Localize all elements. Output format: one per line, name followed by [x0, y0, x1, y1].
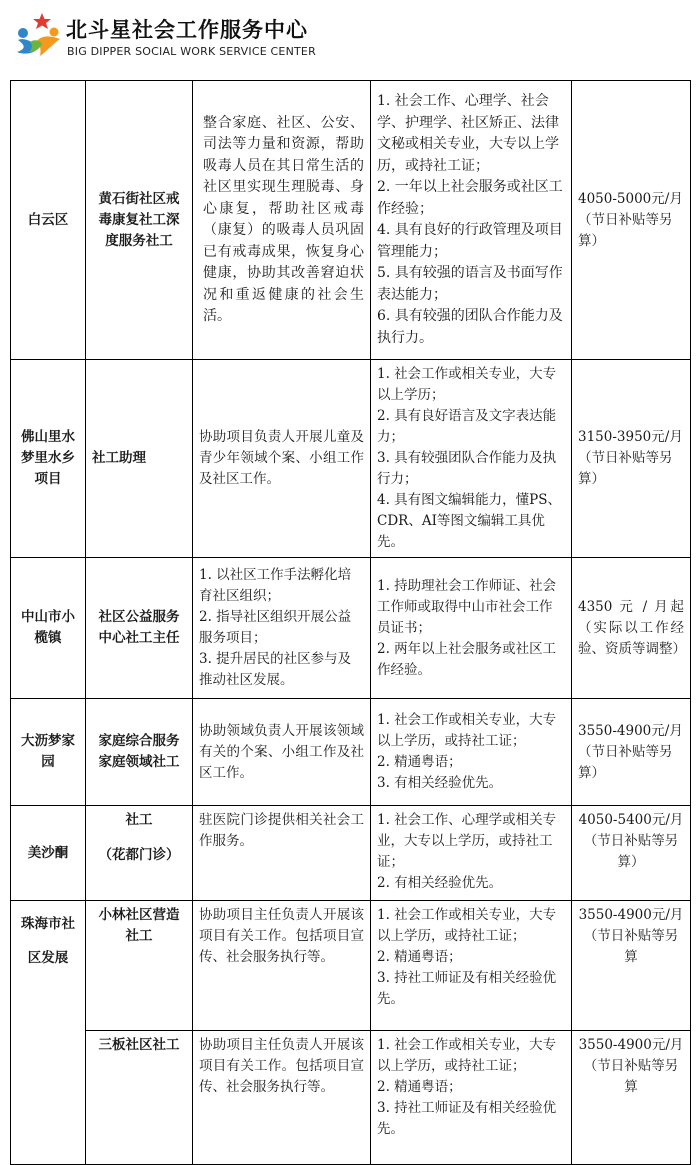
- requirements-cell: [371, 360, 572, 558]
- post-cell: 家庭综合服务家庭领域社工: [86, 699, 193, 806]
- post-cell: 黄石街社区戒毒康复社工深度服务社工: [86, 81, 193, 360]
- requirements-cell: [371, 699, 572, 806]
- salary-cell: 3550-4900元/月（节日补贴等另算）: [572, 699, 691, 806]
- requirement-item: 6. 具有较强的团队合作能力及执行力。: [377, 308, 563, 346]
- requirement-item: 2. 两年以上社会服务或社区工作经验。: [377, 640, 557, 678]
- salary-cell: 3550-4900元/月（节日补贴等另算: [572, 901, 691, 1031]
- big-dipper-logo-icon: [14, 12, 62, 58]
- requirements-cell: [371, 806, 572, 901]
- table-row: [11, 1031, 691, 1165]
- duty-item: 1. 以社区工作手法孵化培育社区组织；: [199, 567, 352, 604]
- requirement-item: 2. 精通粤语；: [377, 754, 462, 770]
- requirement-item: 3. 有相关经验优先。: [377, 775, 503, 791]
- table-row: [11, 558, 691, 699]
- region-cell: 大沥梦家园: [11, 699, 86, 806]
- salary-cell: 4350 元 / 月起（实际以工作经验、资质等调整）: [572, 558, 691, 699]
- post-title: 社工: [125, 812, 153, 828]
- requirement-item: 5. 具有较强的语言及书面写作表达能力；: [377, 265, 563, 303]
- requirement-item: 2. 精通粤语；: [377, 949, 462, 965]
- region-cell: 中山市小榄镇: [11, 558, 86, 699]
- post-cell: 三板社区社工: [86, 1031, 193, 1165]
- region-cell: 佛山里水梦里水乡项目: [11, 360, 86, 558]
- salary-cell: 3550-4900元/月（节日补贴等另算: [572, 1031, 691, 1165]
- page-header: [0, 0, 700, 78]
- table-row: [11, 81, 691, 360]
- requirement-item: 2. 有相关经验优先。: [377, 875, 503, 891]
- duty-cell: [193, 558, 371, 699]
- requirement-item: 2. 精通粤语；: [377, 1079, 462, 1095]
- region-cell: 珠海市社区发展: [11, 901, 86, 1165]
- duty-cell: 协助项目主任负责人开展该项目有关工作。包括项目宣传、社会服务执行等。: [193, 901, 371, 1031]
- requirement-item: 1. 社会工作、心理学或相关专业，大专以上学历，或持社工证；: [377, 812, 557, 870]
- post-cell: 小林社区营造社工: [86, 901, 193, 1031]
- requirement-item: 1. 社会工作或相关专业，大专以上学历，或持社工证；: [377, 907, 557, 944]
- org-name-en: BIG DIPPER SOCIAL WORK SERVICE CENTER: [67, 45, 316, 58]
- table-row: [11, 901, 691, 1031]
- salary-cell: 3150-3950元/月（节日补贴等另算）: [572, 360, 691, 558]
- duty-item: 2. 指导社区组织开展公益服务项目；: [199, 609, 352, 646]
- table-row: [11, 360, 691, 558]
- duty-cell: 驻医院门诊提供相关社会工作服务。: [193, 806, 371, 901]
- duty-item: 3. 提升居民的社区参与及推动社区发展。: [199, 651, 352, 688]
- requirement-item: 2. 具有良好语言及文字表达能力；: [377, 408, 557, 445]
- post-subtitle: （花都门诊）: [98, 847, 180, 863]
- salary-cell: 4050-5400元/月（节日补贴等另算）: [572, 806, 691, 901]
- requirements-cell: [371, 901, 572, 1031]
- post-cell: [86, 806, 193, 901]
- salary-cell: 4050-5000元/月（节日补贴等另算）: [572, 81, 691, 360]
- requirement-item: 1. 持助理社会工作师证、社会工作师或取得中山市社会工作员证书；: [377, 577, 557, 636]
- duty-cell: 协助项目负责人开展儿童及青少年领域个案、小组工作及社区工作。: [193, 360, 371, 558]
- table-row: [11, 699, 691, 806]
- duty-cell: 协助领域负责人开展该领域有关的个案、小组工作及社区工作。: [193, 699, 371, 806]
- duty-cell: 整合家庭、社区、公安、司法等力量和资源，帮助吸毒人员在其日常生活的社区里实现生理脱毒、身心康复，帮助社区戒毒（康复）的吸毒人员巩固已有戒毒成果，恢复身心健康，协助其改善窘迫状况和重返健康的社会生活。: [193, 81, 371, 360]
- requirement-item: 1. 社会工作、心理学、社会学、护理学、社区矫正、法律文秘或相关专业，大专以上学历，或持社工证；: [377, 93, 559, 174]
- requirement-item: 1. 社会工作或相关专业，大专以上学历；: [377, 366, 557, 403]
- requirement-item: 4. 具有良好的行政管理及项目管理能力；: [377, 222, 563, 260]
- post-cell: 社区公益服务中心社工主任: [86, 558, 193, 699]
- duty-cell: 协助项目主任负责人开展该项目有关工作。包括项目宣传、社会服务执行等。: [193, 1031, 371, 1165]
- requirement-item: 1. 社会工作或相关专业，大专以上学历，或持社工证；: [377, 1037, 557, 1074]
- region-cell: 美沙酮: [11, 806, 86, 901]
- requirements-cell: [371, 81, 572, 360]
- requirement-item: 3. 持社工师证及有相关经验优先。: [377, 1100, 557, 1137]
- org-name-cn: 北斗星社会工作服务中心: [66, 18, 308, 42]
- requirements-cell: [371, 1031, 572, 1165]
- requirement-item: 4. 具有图文编辑能力，懂PS、CDR、AI等图文编辑工具优先。: [377, 492, 562, 550]
- table-row: [11, 806, 691, 901]
- job-table: [10, 80, 691, 1165]
- requirement-item: 3. 持社工师证及有相关经验优先。: [377, 970, 557, 1007]
- post-cell: 社工助理: [86, 360, 193, 558]
- requirement-item: 3. 具有较强团队合作能力及执行力；: [377, 450, 557, 487]
- requirement-item: 2. 一年以上社会服务或社区工作经验；: [377, 179, 563, 217]
- requirement-item: 1. 社会工作或相关专业，大专以上学历，或持社工证；: [377, 712, 557, 749]
- region-cell: 白云区: [11, 81, 86, 360]
- requirements-cell: [371, 558, 572, 699]
